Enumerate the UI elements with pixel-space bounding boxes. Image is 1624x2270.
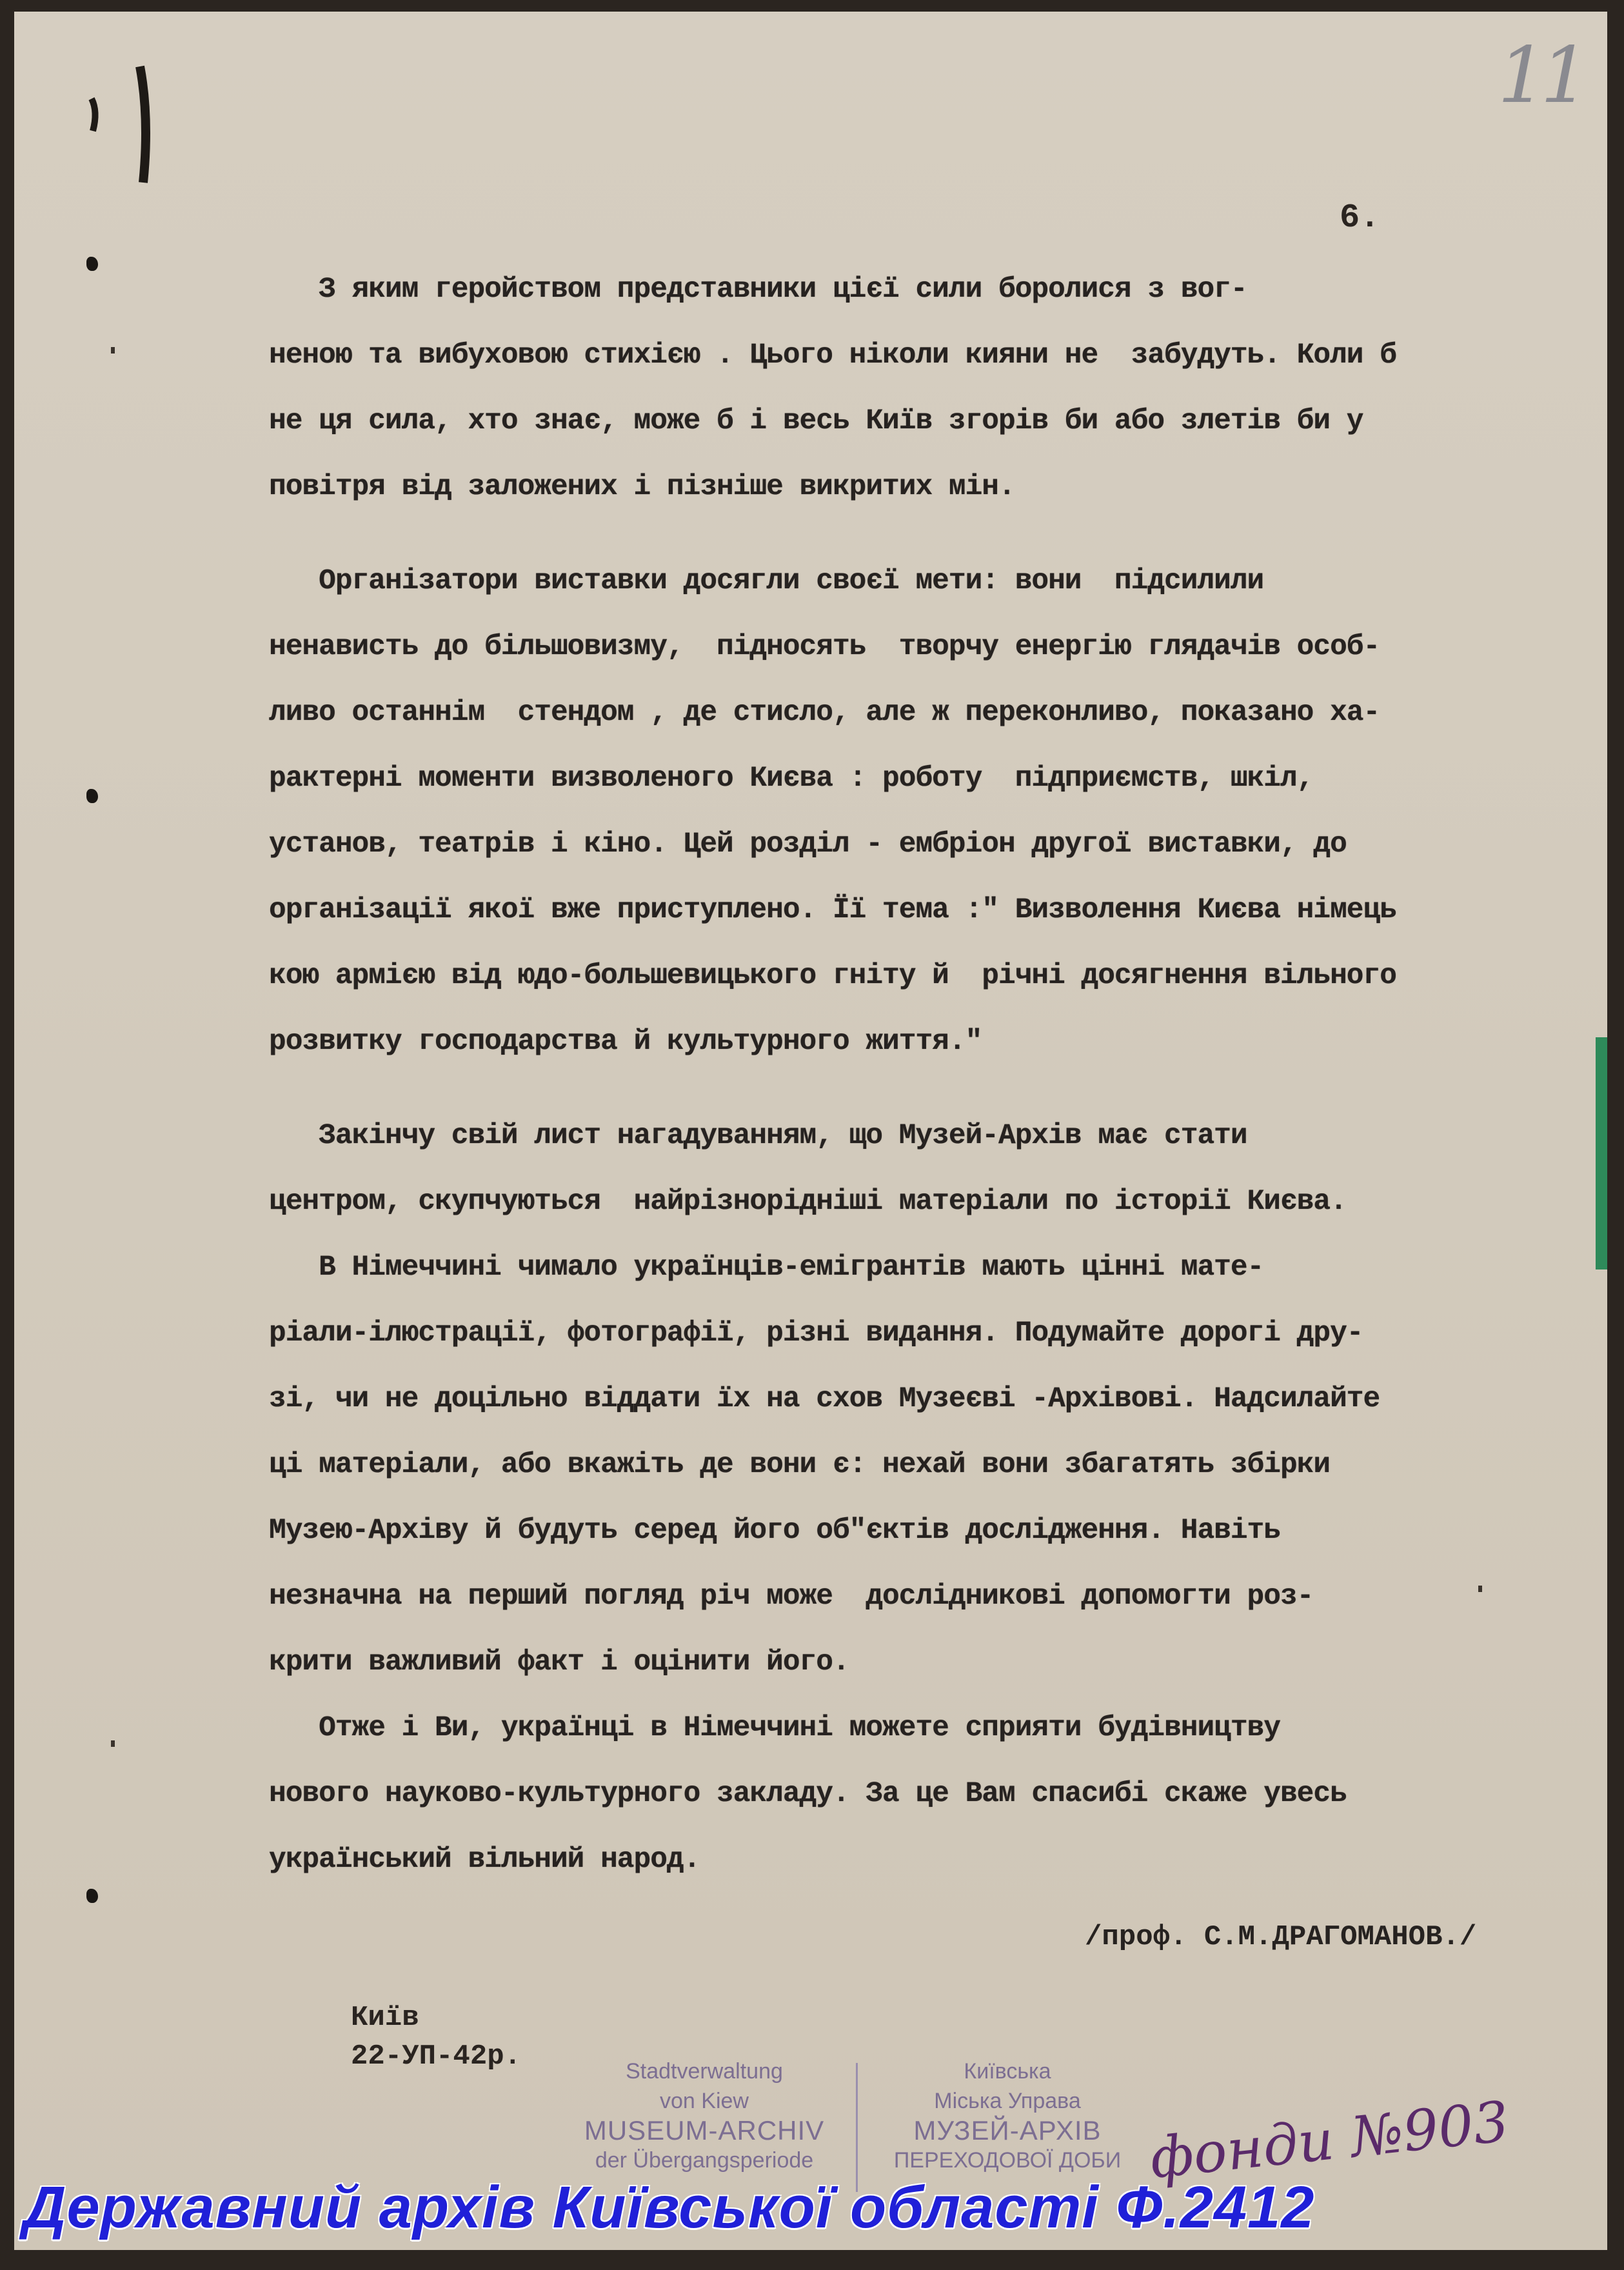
stamp-line: Київська <box>964 2059 1051 2084</box>
stamp-line: Stadtverwaltung <box>626 2059 783 2084</box>
text-line: Музею-Архіву й будуть серед його об"єктів дослідження. Навіть <box>269 1515 1280 1547</box>
punch-hole-mark <box>86 257 98 271</box>
paragraph-gap <box>269 1075 1607 1103</box>
text-line: кою армією від юдо-большевицького гніту й річні досягнення вільного <box>269 960 1396 992</box>
text-line: В Німеччині чимало українців-емігрантів мають цінні мате- <box>269 1251 1264 1284</box>
text-line: не ця сила, хто знає, може б і весь Київ згорів би або злетів би у <box>269 405 1363 437</box>
text-line: Закінчу свій лист нагадуванням, що Музей-Архів має стати <box>269 1120 1247 1152</box>
stamp-line: ПЕРЕХОДОВОЇ ДОБИ <box>893 2148 1122 2173</box>
stamp-line: Міська Управа <box>934 2089 1081 2113</box>
text-line: ливо останнім стендом , де стисло, але ж переконливо, показано ха- <box>269 697 1380 729</box>
archive-caption: Державний архів Київської області Ф.2412 <box>23 2175 1315 2240</box>
handwritten-fond-note: фонди №903 <box>1147 2089 1512 2191</box>
paper-speck <box>111 347 115 353</box>
stamp-german-text <box>562 2056 846 2175</box>
letter-body <box>269 257 1607 1893</box>
text-line: Організатори виставки досягли своєї мети: вони підсилили <box>269 565 1264 597</box>
text-line: неною та вибуховою стихією . Цього ніколи кияни не забудуть. Коли б <box>269 339 1396 372</box>
text-line: нового науково-культурного закладу. За це Вам спасибі скаже увесь <box>269 1778 1347 1810</box>
stamp-line: МУЗЕЙ-АРХІВ <box>913 2115 1102 2146</box>
date: 22-УП-42р. <box>351 2040 522 2073</box>
text-line: розвитку господарства й культурного життя." <box>269 1026 982 1058</box>
text-line: З яким геройством представники цієї сили боролися з вог- <box>269 274 1247 306</box>
text-line: крити важливий факт і оцінити його. <box>269 1646 849 1678</box>
stamp-line: von Kiew <box>660 2089 749 2113</box>
document-page <box>14 12 1607 2250</box>
text-line: установ, театрів і кіно. Цей розділ - ембріон другої виставки, до <box>269 828 1347 861</box>
text-line: український вільний народ. <box>269 1844 700 1876</box>
stamp-divider <box>856 2063 858 2192</box>
text-line: ці матеріали, або вкажіть де вони є: нехай вони збагатять збірки <box>269 1449 1331 1481</box>
punch-hole-mark <box>86 1889 98 1903</box>
text-line: рактерні моменти визволеного Києва : роботу підприємств, шкіл, <box>269 762 1314 795</box>
punch-hole-mark <box>86 789 98 803</box>
text-line: зі, чи не доцільно віддати їх на схов Музеєві -Архівові. Надсилайте <box>269 1383 1380 1415</box>
paper-speck <box>111 1740 115 1747</box>
text-line: Отже і Ви, українці в Німеччині можете сприяти будівництву <box>269 1712 1280 1744</box>
pencil-folio-number: 11 <box>1498 31 1583 121</box>
place: Київ <box>351 2002 419 2034</box>
text-line: центром, скупчуються найрізнорідніші матеріали по історії Києва. <box>269 1186 1347 1218</box>
text-line: повітря від заложених і пізніше викритих мін. <box>269 471 1015 503</box>
text-line: ненависть до більшовизму, підносять творчу енергію глядачів особ- <box>269 631 1380 663</box>
stamp-line: der Übergangsperiode <box>595 2148 814 2173</box>
ink-mark-icon <box>79 60 175 189</box>
paragraph-gap <box>269 520 1607 548</box>
stamp-ukrainian-text <box>866 2056 1149 2175</box>
text-line: організації якої вже приступлено. Її тема :" Визволення Києва німець <box>269 894 1396 926</box>
text-line: незначна на перший погляд річ може дослідникові допомогти роз- <box>269 1580 1314 1613</box>
stamp-line: MUSEUM-ARCHIV <box>584 2115 825 2146</box>
signature-line: /проф. С.М.ДРАГОМАНОВ./ <box>1085 1921 1477 1953</box>
text-line: ріали-ілюстрації, фотографії, різні видання. Подумайте дорогі дру- <box>269 1317 1363 1349</box>
place-and-date <box>351 1998 521 2076</box>
page-number: 6. <box>1340 199 1380 237</box>
